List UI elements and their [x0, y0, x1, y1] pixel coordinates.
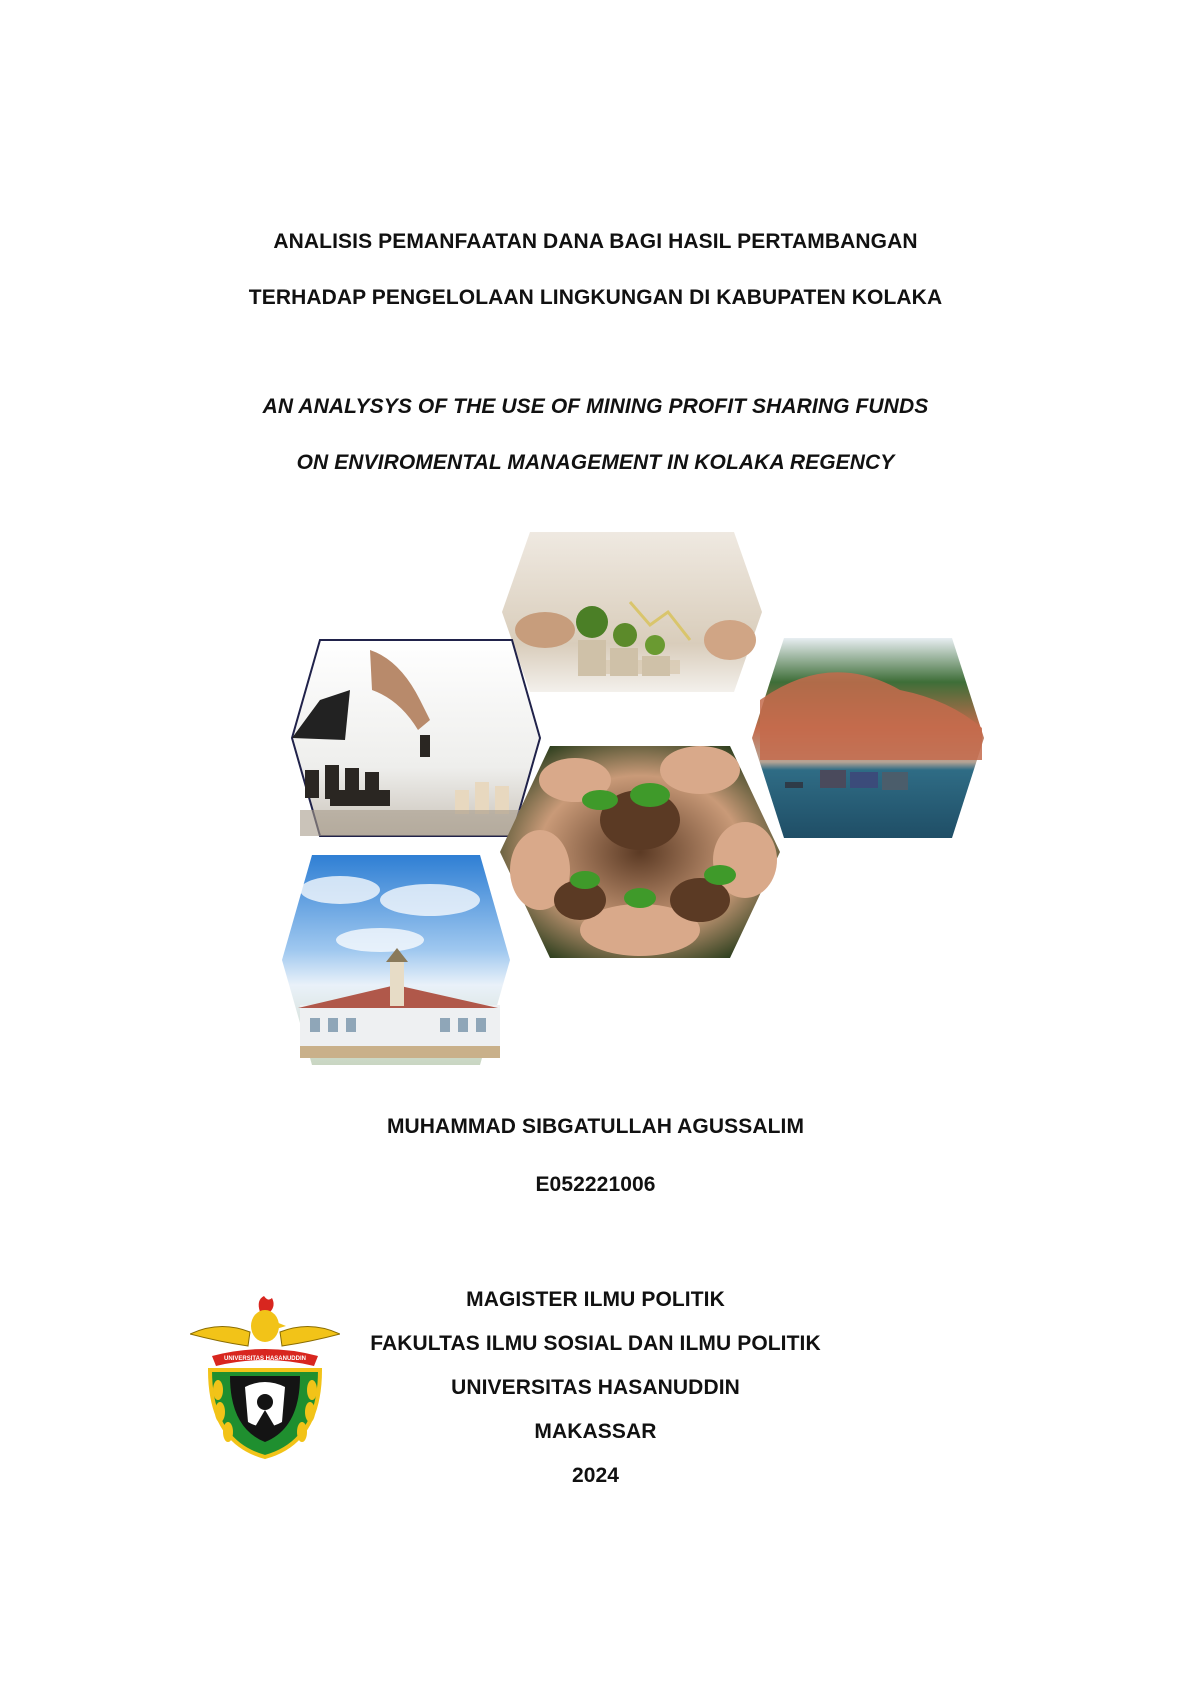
title-en-line1: AN ANALYSYS OF THE USE OF MINING PROFIT SHARING FUNDS [262, 395, 929, 418]
program-name: MAGISTER ILMU POLITIK [466, 1288, 725, 1311]
logo-ribbon-text: UNIVERSITAS HASANUDDIN [224, 1356, 306, 1362]
hex-mining-coast [752, 638, 984, 838]
faculty-name: FAKULTAS ILMU SOSIAL DAN ILMU POLITIK [370, 1332, 821, 1355]
city-name: MAKASSAR [534, 1420, 657, 1443]
author-id: E052221006 [535, 1173, 656, 1196]
title-id-line2: TERHADAP PENGELOLAAN LINGKUNGAN DI KABUPATEN KOLAKA [248, 286, 943, 309]
university-name: UNIVERSITAS HASANUDDIN [451, 1376, 740, 1399]
hex-university-building [282, 855, 510, 1065]
title-en-line2: ON ENVIROMENTAL MANAGEMENT IN KOLAKA REGENCY [296, 451, 895, 474]
hex-hands-seedlings [500, 746, 780, 958]
year: 2024 [571, 1464, 620, 1487]
author-name: MUHAMMAD SIBGATULLAH AGUSSALIM [386, 1115, 805, 1138]
hex-chess [292, 640, 540, 836]
hex-money-plant [502, 532, 762, 692]
title-id-line1: ANALISIS PEMANFAATAN DANA BAGI HASIL PERTAMBANGAN [273, 230, 918, 253]
university-logo [190, 1292, 340, 1462]
